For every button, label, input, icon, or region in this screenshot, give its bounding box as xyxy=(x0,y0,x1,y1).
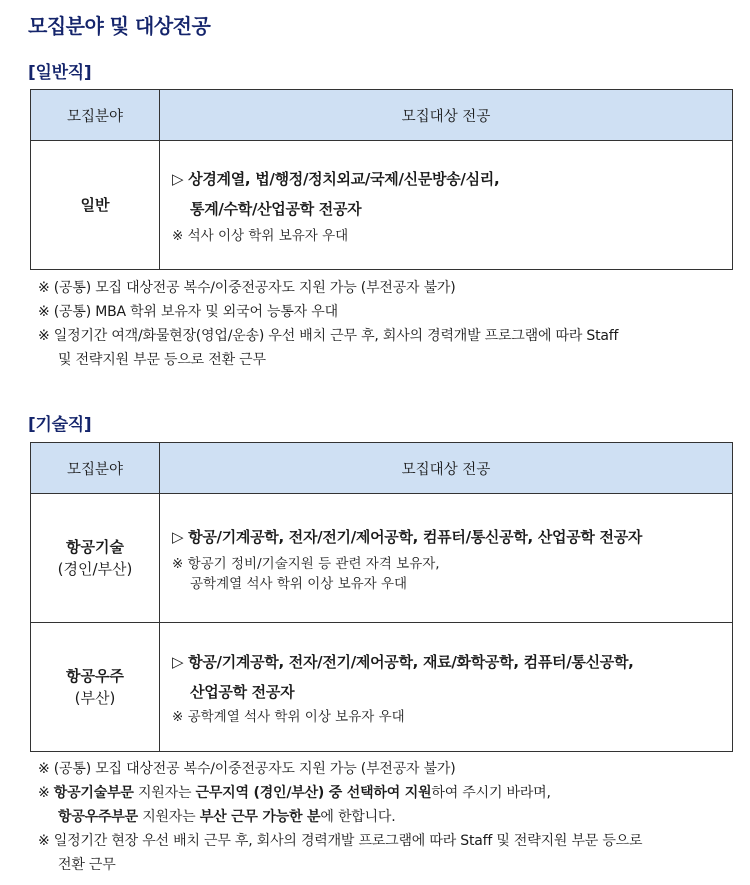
major-line: ▷ 항공/기계공학, 전자/전기/제어공학, 컴퓨터/통신공학, 산업공학 전공자 xyxy=(172,528,643,546)
note-line: ※ (공통) MBA 학위 보유자 및 외국어 능통자 우대 xyxy=(38,304,338,320)
note-line: ※ (공통) 모집 대상전공 복수/이중전공자도 지원 가능 (부전공자 불가) xyxy=(38,761,456,777)
major-line: 통계/수학/산업공학 전공자 xyxy=(190,200,362,218)
note-text: 지원자는 xyxy=(137,809,200,825)
note-bold: 근무지역 (경인/부산) 중 선택하여 지원 xyxy=(195,785,432,801)
table-row xyxy=(31,141,733,270)
preference-note: 공학계열 석사 학위 이상 보유자 우대 xyxy=(190,576,408,592)
field-name: 항공우주 xyxy=(66,667,124,685)
field-cell xyxy=(31,141,160,270)
field-location: (부산) xyxy=(74,689,116,707)
note-line xyxy=(38,781,718,805)
general-table xyxy=(30,89,733,270)
note-line: ※ 일정기간 여객/화물현장(영업/운송) 우선 배치 근무 후, 회사의 경력개발 프로그램에 따라 Staff xyxy=(38,328,619,344)
note-line: ※ 일정기간 현장 우선 배치 근무 후, 회사의 경력개발 프로그램에 따라 Staff 및 전략지원 부문 등으로 xyxy=(38,833,643,849)
header-field: 모집분야 xyxy=(31,443,160,494)
preference-note: ※ 석사 이상 학위 보유자 우대 xyxy=(172,228,349,244)
table-row xyxy=(31,623,733,752)
header-field: 모집분야 xyxy=(31,90,160,141)
technical-table xyxy=(30,442,733,752)
note-bold: 항공우주부문 xyxy=(58,809,138,825)
note-bold: 부산 근무 가능한 분 xyxy=(199,809,321,825)
field-name: 항공기술 xyxy=(66,538,124,556)
field-name: 일반 xyxy=(80,196,110,214)
majors-cell xyxy=(160,141,733,270)
table-header-row xyxy=(31,443,733,494)
note-line: 전환 근무 xyxy=(58,857,116,873)
note-text: 지원자는 xyxy=(133,785,196,801)
major-line: ▷ 상경계열, 법/행정/정치외교/국제/신문방송/심리, xyxy=(172,170,500,188)
note-text: 하여 주시기 바라며, xyxy=(431,785,551,801)
preference-note: ※ 공학계열 석사 학위 이상 보유자 우대 xyxy=(172,709,405,725)
table-row xyxy=(31,494,733,623)
major-line: ▷ 항공/기계공학, 전자/전기/제어공학, 재료/화학공학, 컴퓨터/통신공학, xyxy=(172,653,634,671)
header-majors: 모집대상 전공 xyxy=(160,90,733,141)
note-line: ※ (공통) 모집 대상전공 복수/이중전공자도 지원 가능 (부전공자 불가) xyxy=(38,280,456,296)
section-title-general: [일반직] xyxy=(28,63,92,83)
technical-notes xyxy=(38,757,718,877)
section-title-technical: [기술직] xyxy=(28,415,92,435)
table-header-row xyxy=(31,90,733,141)
page-title: 모집분야 및 대상전공 xyxy=(28,14,211,38)
note-line: 및 전략지원 부문 등으로 전환 근무 xyxy=(58,352,266,368)
field-location: (경인/부산) xyxy=(57,560,133,578)
major-line: 산업공학 전공자 xyxy=(190,683,295,701)
note-line xyxy=(38,805,718,829)
field-cell xyxy=(31,623,160,752)
general-notes xyxy=(38,276,718,372)
note-prefix: ※ xyxy=(38,785,54,801)
note-bold: 항공기술부문 xyxy=(53,785,134,801)
header-majors: 모집대상 전공 xyxy=(160,443,733,494)
field-cell xyxy=(31,494,160,623)
preference-note: ※ 항공기 정비/기술지원 등 관련 자격 보유자, xyxy=(172,556,440,572)
note-text: 에 한합니다. xyxy=(320,809,396,825)
majors-cell xyxy=(160,494,733,623)
majors-cell xyxy=(160,623,733,752)
